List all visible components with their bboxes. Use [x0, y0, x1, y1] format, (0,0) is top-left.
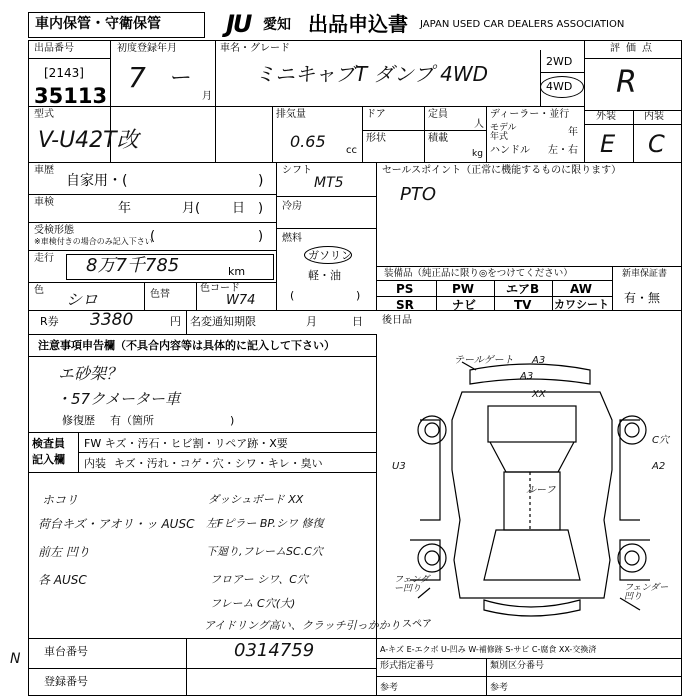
- lot-number: 35113: [34, 84, 108, 108]
- notes-repair-value: 有（箇所: [110, 414, 154, 427]
- fuel-label: 燃料: [282, 233, 302, 244]
- equip-airbag: エアB: [506, 282, 540, 296]
- hand-note-left-2: 荷台キズ・アオリ・ッ AUSC: [38, 517, 195, 531]
- type-cert-label: 形式指定番号: [380, 661, 435, 671]
- handle-value: 左・右: [548, 145, 578, 156]
- equipment-label: 装備品（純正品に限り◎をつけてください）: [384, 268, 573, 279]
- history-label: 車歴: [34, 165, 54, 176]
- form-title: 出品申込書: [308, 12, 408, 36]
- brand-logo: JU: [226, 10, 251, 38]
- shift-label: シフト: [282, 165, 312, 176]
- recycle-value: 3380: [90, 310, 134, 330]
- inspector-int-line: キズ・汚れ・コゲ・穴・シワ・キレ・臭い: [114, 457, 323, 470]
- rating-ext-label: 外装: [596, 111, 616, 122]
- rating-label: 評価点: [610, 43, 658, 54]
- diagram-label-a3-top: A3: [532, 355, 546, 366]
- selling-point-value: PTO: [400, 184, 437, 205]
- shaken-month: 月(: [182, 201, 201, 216]
- fuel-light: 軽・油: [308, 269, 341, 282]
- notes-repair-label: 修復歴: [62, 414, 95, 427]
- name-change-month: 月: [306, 315, 317, 328]
- first-reg-label: 初度登録年月: [117, 43, 177, 54]
- equip-tv: TV: [514, 298, 532, 312]
- hand-note-left-3: 前左 凹り: [38, 545, 90, 559]
- name-change-day: 日: [352, 315, 363, 328]
- notes-header: 注意事項申告欄（不具合内容等は具体的に記入して下さい）: [38, 339, 335, 352]
- rating-int-label: 内装: [644, 111, 664, 122]
- diagram-label-u3: U3: [392, 461, 406, 472]
- inspector-int-label: 内装: [84, 457, 106, 470]
- name-change-label: 名変通知期限: [190, 315, 256, 328]
- color-change-label: 色替: [150, 289, 170, 300]
- shift-value: MT5: [314, 175, 344, 191]
- hand-note-left-4: 各 AUSC: [38, 573, 87, 587]
- drive-2wd: 2WD: [546, 55, 573, 68]
- shaken-label: 車検: [34, 197, 54, 208]
- recycle-label: R券: [40, 315, 59, 328]
- storage-label: 車内保管・守衛保管: [35, 16, 161, 32]
- mileage-unit: km: [228, 265, 246, 278]
- capacity-unit: 人: [474, 119, 484, 130]
- first-reg-year: 7: [128, 61, 146, 94]
- mileage-value: 8万7千785: [86, 255, 180, 276]
- inspector-label-2: 記入欄: [32, 453, 65, 466]
- diagram-label-a2: A2: [652, 461, 666, 472]
- handle-label: ハンドル: [490, 145, 530, 156]
- load-unit: kg: [472, 149, 483, 159]
- displacement-cc: cc: [346, 145, 357, 156]
- ref-label-1: 参考: [380, 683, 399, 693]
- diagram-label-tailgate: テールゲート: [454, 355, 514, 366]
- diagram-label-xx: XX: [532, 389, 546, 400]
- rating-ext-value: E: [600, 130, 616, 158]
- equip-leather-seat: カワシート: [554, 298, 609, 311]
- hand-note-right-6: アイドリング高い、クラッチ引っかかり: [204, 619, 401, 632]
- equip-aw: AW: [570, 282, 592, 296]
- model-label: 型式: [34, 109, 54, 120]
- diagram-label-c-hole: C穴: [652, 435, 669, 446]
- color-value: シロ: [66, 290, 99, 309]
- inspection-label: 受検形態: [34, 225, 74, 236]
- vehicle-name-value: ミニキャブT ダンプ 4WD: [255, 62, 489, 86]
- rating-value: R: [616, 65, 637, 100]
- inspection-close: ): [258, 229, 264, 244]
- fuel-paren-close: ): [356, 289, 361, 302]
- shaken-close: ): [258, 201, 264, 216]
- history-value: 自家用・(: [66, 173, 128, 189]
- recycle-unit: 円: [170, 315, 181, 328]
- model-year-label2: 年式: [490, 132, 509, 142]
- shape-label: 形状: [366, 133, 386, 144]
- inspection-paren: (: [150, 229, 156, 244]
- warranty-label: 新車保証書: [622, 269, 668, 279]
- diagram-label-fender-left: フェンダー凹り: [394, 575, 430, 594]
- diagram-legend: A-キズ E-エクボ U-凹み W-補修跡 S-サビ C-腐食 XX-交換済: [380, 645, 597, 654]
- equip-sr: SR: [396, 298, 414, 312]
- first-reg-dash: ー: [168, 66, 191, 91]
- ac-label: 冷房: [282, 201, 302, 212]
- backup-label: 後日品: [382, 315, 412, 326]
- door-label: ドア: [366, 109, 386, 120]
- rating-int-value: C: [648, 130, 665, 158]
- displacement-value: 0.65: [290, 132, 326, 151]
- hand-note-right-2: 左Fピラー BP.シワ 修復: [206, 517, 324, 530]
- notes-repair-close: ): [230, 414, 235, 427]
- fuel-gasoline: ガソリン: [308, 249, 352, 262]
- diagram-label-roof: ルーフ: [526, 485, 556, 496]
- hand-note-right-1: ダッシュボード XX: [208, 493, 304, 506]
- color-label: 色: [34, 285, 44, 296]
- chassis-label: 車台番号: [44, 645, 88, 658]
- selling-point-label: セールスポイント（正常に機能するものに限ります）: [382, 165, 622, 176]
- notes-line-1: エ砂架？: [58, 364, 123, 383]
- shaken-day: 日: [232, 201, 246, 216]
- diagram-label-a3-rear: A3: [520, 371, 534, 382]
- equip-navi: ナビ: [452, 298, 477, 312]
- load-label: 積載: [428, 133, 448, 144]
- equip-pw: PW: [452, 282, 475, 296]
- warranty-value: 有・無: [624, 291, 661, 305]
- ref-label-2: 参考: [490, 683, 509, 693]
- mileage-label: 走行: [34, 253, 54, 264]
- color-code-label: 色コード: [200, 283, 240, 294]
- hand-note-right-3: 下廻り,フレームSC.C穴: [206, 545, 323, 558]
- model-year-label: モデル: [490, 123, 517, 133]
- displacement-label: 排気量: [276, 109, 306, 120]
- chassis-value: 0314759: [234, 640, 315, 661]
- notes-line-2: ・57クメーター車: [56, 390, 180, 408]
- drive-4wd: 4WD: [546, 80, 573, 93]
- model-value: V-U42T改: [38, 128, 139, 153]
- hand-note-left-1: ホコリ: [42, 493, 79, 507]
- brand-region: 愛知: [263, 17, 291, 33]
- diagram-label-fender-right: フェンダー凹り: [624, 583, 669, 602]
- equip-ps: PS: [396, 282, 414, 296]
- class-label: 類別区分番号: [490, 661, 545, 671]
- color-code-value: W74: [226, 293, 256, 308]
- hand-note-right-4: フロアー シワ、C穴: [210, 573, 308, 586]
- first-reg-month: 月: [202, 91, 212, 102]
- lot-sub-number: [2143]: [44, 66, 84, 80]
- capacity-label: 定員: [428, 109, 448, 120]
- association-name: JAPAN USED CAR DEALERS ASSOCIATION: [420, 19, 625, 30]
- vehicle-name-label: 車名・グレード: [220, 43, 290, 54]
- diagram-label-spare: スペア: [402, 619, 432, 630]
- registration-number-label: 登録番号: [44, 675, 88, 688]
- hand-mark-n: N: [10, 651, 21, 667]
- lot-label: 出品番号: [34, 43, 74, 54]
- inspector-label-1: 検査員: [32, 437, 65, 450]
- shaken-year: 年: [118, 201, 132, 216]
- history-close: ): [258, 173, 264, 189]
- hand-note-right-5: フレーム C穴(大): [210, 597, 296, 610]
- dealer-label: ディーラー・並行: [490, 109, 570, 120]
- inspector-fw-line: FW キズ・汚石・ヒビ割・リペア跡・X要: [84, 437, 288, 450]
- fuel-paren-open: (: [290, 289, 295, 302]
- inspection-note: ※車検付きの場合のみ記入下さい: [34, 237, 153, 246]
- model-year-unit: 年: [568, 127, 578, 138]
